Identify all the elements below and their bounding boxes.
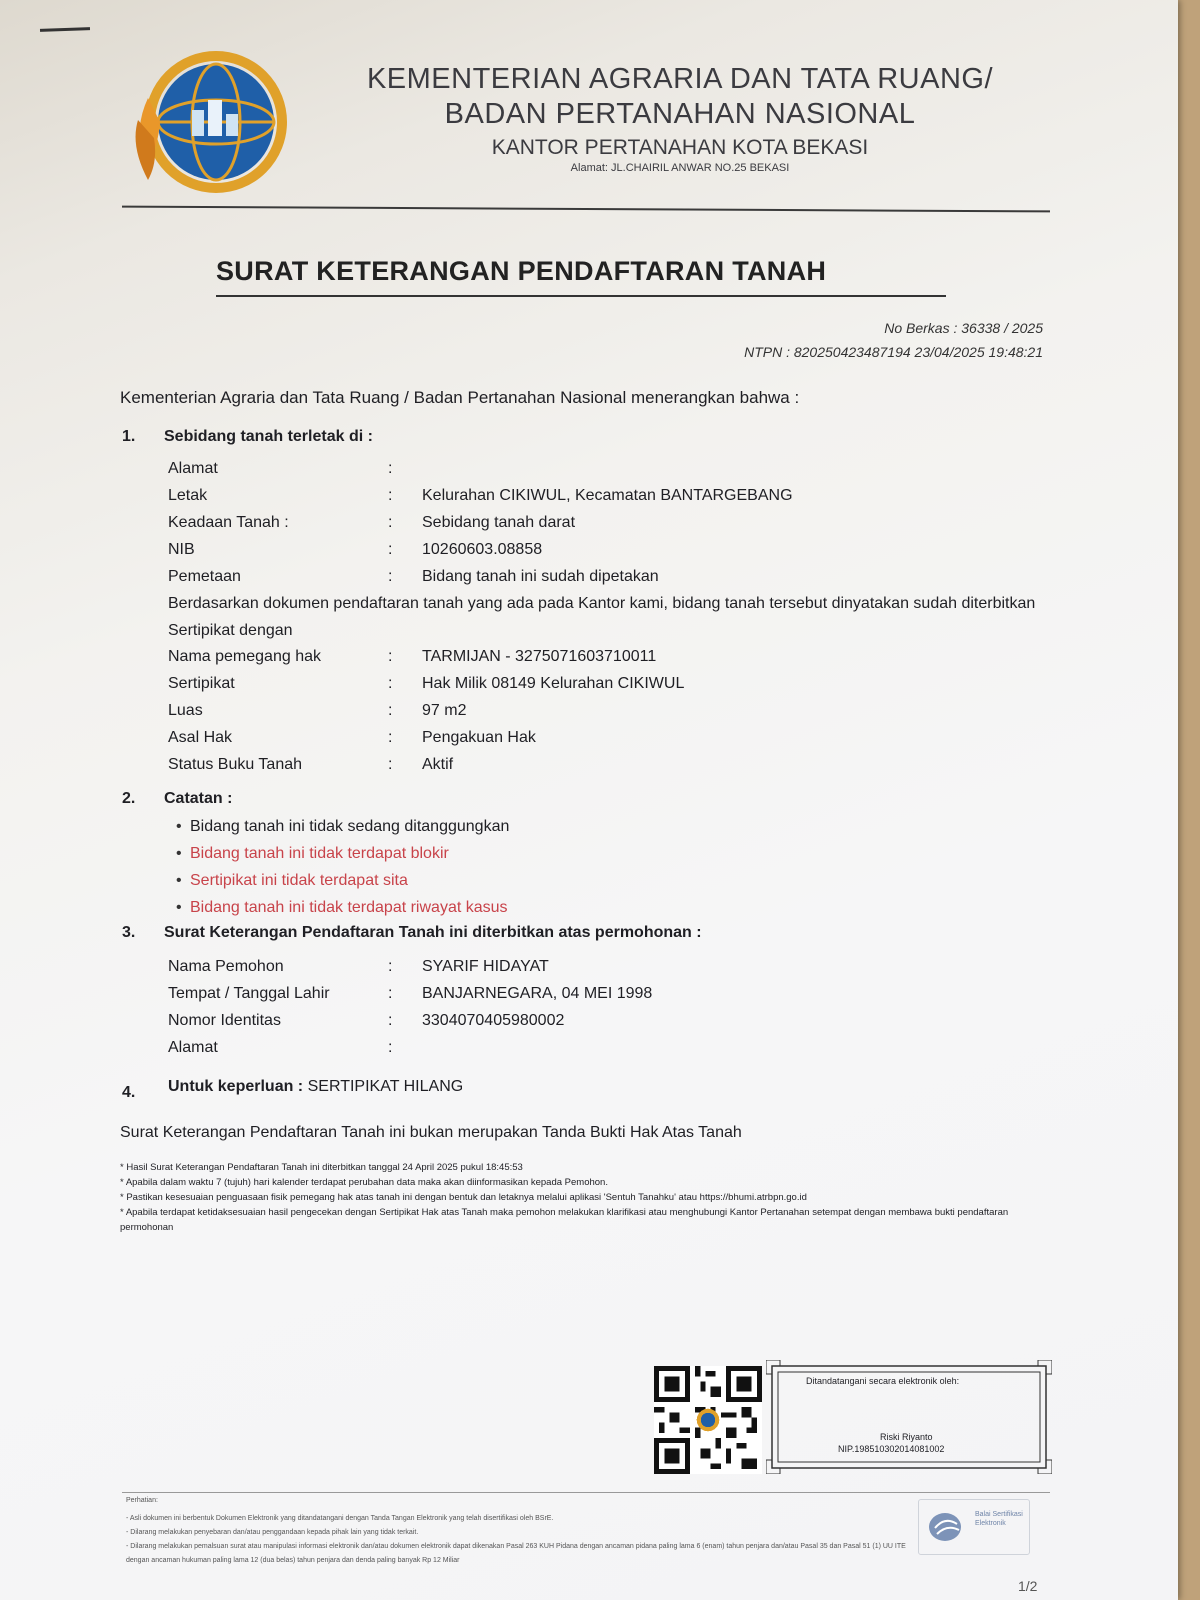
row-sertipikat: [168, 673, 684, 695]
signer-nip: NIP.198510302014081002: [838, 1444, 945, 1454]
footer-title: Perhatian:: [126, 1497, 158, 1504]
letterhead: [300, 62, 1060, 174]
section-4-number: 4.: [122, 1084, 136, 1101]
row-value: 10260603.08858: [422, 541, 543, 558]
purpose-label: Untuk keperluan :: [168, 1078, 304, 1095]
row-colon: :: [388, 675, 393, 692]
footer-note-item: [126, 1526, 906, 1540]
section-2-heading: Catatan :: [164, 790, 233, 807]
row-label: Sertipikat: [168, 675, 235, 692]
footer-divider: [122, 1492, 1050, 1493]
footnote-text: Pastikan kesesuaian penguasaan fisik pemegang hak atas tanah ini dengan bentuk dan letaknya melalui aplikasi 'Sentuh Tanahku' atau https://bhumi.atrbpn.go.id: [126, 1192, 807, 1203]
row-value: SYARIF HIDAYAT: [422, 958, 549, 975]
footer-note-text: Dilarang melakukan pemalsuan surat atau manipulasi informasi elektronik dan/atau dokumen elektronik dapat dikenakan Pasal 263 KUH Pidana dengan ancaman pidana paling lama 6 (enam) tahun penjara dan/atau Pasal 35 dan Pasal 51 (1) UU ITE dengan ancaman hukuman paling lama 12 (dua belas) tahun penjara dan denda paling banyak Rp 12 Miliar: [126, 1543, 906, 1564]
footnotes-list: [120, 1160, 1020, 1235]
row-alamat: [168, 458, 422, 480]
row-colon: :: [388, 514, 393, 531]
row-label: Status Buku Tanah: [168, 756, 303, 773]
footer-note-text: Asli dokumen ini berbentuk Dokumen Elektronik yang ditandatangani dengan Tanda Tangan Elektronik yang telah disertifikasi oleh BSrE.: [129, 1515, 554, 1522]
row-value: Hak Milik 08149 Kelurahan CIKIWUL: [422, 675, 685, 692]
note-text: Bidang tanah ini tidak terdapat blokir: [190, 845, 449, 862]
bpn-logo-icon: [128, 50, 288, 200]
certificate-paragraph: Berdasarkan dokumen pendaftaran tanah yang ada pada Kantor kami, bidang tanah tersebut dinyatakan sudah diterbitkan Sertipikat dengan: [168, 595, 1036, 639]
bsre-label: Balai Sertifikasi Elektronik: [975, 1511, 1023, 1527]
row-label: Nama Pemohon: [168, 958, 284, 975]
row-colon: :: [388, 1012, 393, 1029]
footnote-item: [120, 1190, 1020, 1205]
row-value: Sebidang tanah darat: [422, 514, 576, 531]
row-luas: [168, 700, 466, 722]
row-nomor-identitas: [168, 1010, 564, 1032]
row-nama-pemohon: [168, 956, 549, 978]
qr-code-icon: [654, 1366, 762, 1474]
row-label: Keadaan Tanah :: [168, 514, 289, 531]
pen-mark: [40, 27, 90, 32]
footnote-text: Hasil Surat Keterangan Pendaftaran Tanah ini diterbitkan tanggal 24 April 2025 pukul 18:45:53: [126, 1162, 523, 1173]
row-pemetaan: [168, 566, 659, 588]
document-title: SURAT KETERANGAN PENDAFTARAN TANAH: [216, 256, 827, 286]
row-colon: :: [388, 1039, 393, 1056]
note-text: Bidang tanah ini tidak terdapat riwayat kasus: [190, 899, 508, 916]
footnote-item: [120, 1175, 1020, 1190]
row-tempat-tanggal-lahir: [168, 983, 652, 1005]
row-nib: [168, 539, 542, 561]
bsre-logo-icon: [927, 1510, 967, 1544]
row-status-buku-tanah: [168, 754, 453, 776]
ntpn: NTPN : 820250423487194 23/04/2025 19:48:21: [744, 344, 1043, 360]
row-label: Alamat: [168, 460, 218, 477]
notes-list: [176, 813, 509, 921]
signature-label: Ditandatangani secara elektronik oleh:: [806, 1376, 960, 1386]
row-label: Alamat: [168, 1039, 218, 1056]
row-value: BANJARNEGARA, 04 MEI 1998: [422, 985, 653, 1002]
note-text: Bidang tanah ini tidak sedang ditanggungkan: [190, 818, 510, 835]
title-underline: [216, 295, 946, 297]
row-colon: :: [388, 985, 393, 1002]
disclaimer-text: Surat Keterangan Pendaftaran Tanah ini bukan merupakan Tanda Bukti Hak Atas Tanah: [120, 1124, 742, 1141]
row-label: Tempat / Tanggal Lahir: [168, 985, 330, 1002]
note-item: [176, 867, 509, 894]
section-3-number: 3.: [122, 924, 136, 941]
header-divider: [122, 206, 1050, 213]
intro-text: Kementerian Agraria dan Tata Ruang / Badan Pertanahan Nasional menerangkan bahwa :: [120, 388, 800, 407]
no-berkas: No Berkas : 36338 / 2025: [884, 320, 1043, 336]
row-keadaan-tanah: [168, 512, 575, 534]
row-colon: :: [388, 702, 393, 719]
ministry-name: KEMENTERIAN AGRARIA DAN TATA RUANG/: [366, 63, 994, 95]
row-value: Bidang tanah ini sudah dipetakan: [422, 568, 659, 585]
row-value: Pengakuan Hak: [422, 729, 536, 746]
section-2-number: 2.: [122, 790, 136, 807]
section-3-heading: Surat Keterangan Pendaftaran Tanah ini diterbitkan atas permohonan :: [164, 924, 702, 941]
section-4-heading: [168, 1078, 463, 1096]
footer-notes: [126, 1512, 906, 1568]
row-value: 3304070405980002: [422, 1012, 565, 1029]
row-label: Nama pemegang hak: [168, 648, 321, 665]
row-label: Luas: [168, 702, 203, 719]
footnote-item: [120, 1205, 1020, 1235]
row-alamat-pemohon: [168, 1037, 422, 1059]
row-label: Asal Hak: [168, 729, 233, 746]
office-address: Alamat: JL.CHAIRIL ANWAR NO.25 BEKASI: [570, 162, 790, 174]
footer-note-text: Dilarang melakukan penyebaran dan/atau penggandaan kepada pihak lain yang tidak terkait.: [130, 1529, 419, 1536]
footnote-item: [120, 1160, 1020, 1175]
row-nama-pemegang-hak: [168, 646, 656, 668]
row-colon: :: [388, 487, 393, 504]
row-label: NIB: [168, 541, 195, 558]
office-name: KANTOR PERTANAHAN KOTA BEKASI: [491, 136, 869, 159]
purpose-value: SERTIPIKAT HILANG: [307, 1078, 464, 1095]
row-label: Pemetaan: [168, 568, 241, 585]
row-colon: :: [388, 541, 393, 558]
row-label: Letak: [168, 487, 208, 504]
note-item: [176, 894, 509, 921]
row-value: 97 m2: [422, 702, 467, 719]
note-text: Sertipikat ini tidak terdapat sita: [190, 872, 408, 889]
row-colon: :: [388, 756, 393, 773]
page-number: 1/2: [1018, 1578, 1038, 1594]
bsre-badge: [918, 1499, 1030, 1555]
reference-block: [744, 316, 1043, 364]
row-label: Nomor Identitas: [168, 1012, 281, 1029]
row-colon: :: [388, 729, 393, 746]
row-value: Aktif: [422, 756, 454, 773]
row-value: TARMIJAN - 3275071603710011: [422, 648, 657, 665]
row-colon: :: [388, 568, 393, 585]
footer-note-item: [126, 1512, 906, 1526]
row-asal-hak: [168, 727, 536, 749]
note-item: [176, 840, 509, 867]
footnote-text: Apabila dalam waktu 7 (tujuh) hari kalender terdapat perubahan data maka akan diinformasikan kepada Pemohon.: [125, 1177, 608, 1188]
footnote-text: Apabila terdapat ketidaksesuaian hasil pengecekan dengan Sertipikat Hak atas Tanah maka pemohon melakukan klarifikasi atau menghubungi Kantor Pertanahan setempat dengan membawa bukti pendaftaran permohonan: [120, 1207, 1009, 1233]
footer-note-item: [126, 1540, 906, 1568]
note-item: [176, 813, 509, 840]
row-colon: :: [388, 648, 393, 665]
signer-name: Riski Riyanto: [880, 1432, 933, 1442]
row-colon: :: [388, 460, 393, 477]
row-colon: :: [388, 958, 393, 975]
row-letak: [168, 485, 793, 507]
section-1-heading: Sebidang tanah terletak di :: [164, 428, 373, 445]
row-value: Kelurahan CIKIWUL, Kecamatan BANTARGEBANG: [422, 487, 793, 504]
section-1-number: 1.: [122, 428, 136, 445]
agency-name: BADAN PERTANAHAN NASIONAL: [444, 98, 916, 130]
